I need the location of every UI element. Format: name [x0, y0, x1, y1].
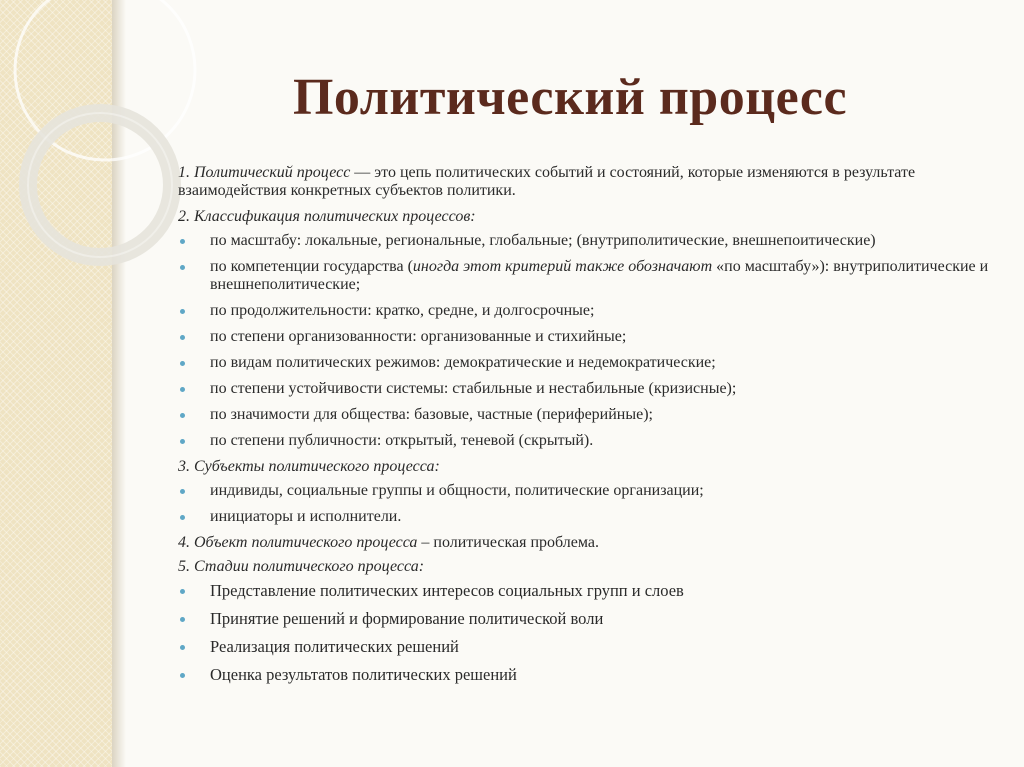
- subjects-heading: 3. Субъекты политического процесса:: [178, 458, 440, 475]
- bullet-dot-icon: [180, 239, 185, 244]
- list-item: индивиды, социальные группы и общности, политические организации;: [178, 482, 998, 500]
- bullet-dot-icon: [180, 361, 185, 366]
- classification-heading: 2. Классификация политических процессов:: [178, 208, 476, 225]
- definition-paragraph: [178, 164, 998, 200]
- bullet-dot-icon: [180, 265, 185, 270]
- definition-text: — это цепь политических событий и состояний, которые изменяются в результате взаимодействия конкретных субъектов политики.: [178, 164, 916, 199]
- bullet-dot-icon: [180, 515, 185, 520]
- bullet-dot-icon: [180, 439, 185, 444]
- bullet-dot-icon: [180, 335, 185, 340]
- list-item: Оценка результатов политических решений: [178, 666, 998, 685]
- subjects-list: [178, 482, 998, 526]
- list-item: по значимости для общества: базовые, частные (периферийные);: [178, 406, 998, 424]
- list-item: по видам политических режимов: демократические и недемократические;: [178, 354, 998, 372]
- ring-circles-decoration: [0, 0, 200, 300]
- bullet-dot-icon: [180, 489, 185, 494]
- bullet-dot-icon: [180, 673, 185, 678]
- list-item: Реализация политических решений: [178, 638, 998, 657]
- bullet-dot-icon: [180, 309, 185, 314]
- list-item: по продолжительности: кратко, средне, и долгосрочные;: [178, 302, 998, 320]
- definition-term: 1. Политический процесс: [178, 164, 351, 181]
- stages-heading: 5. Стадии политического процесса:: [178, 558, 425, 575]
- bullet-dot-icon: [180, 645, 185, 650]
- slide-content: [178, 164, 998, 694]
- page-title: Политический процесс: [292, 69, 848, 126]
- object-text: – политическая проблема.: [417, 534, 599, 551]
- object-paragraph: [178, 534, 998, 552]
- bullet-dot-icon: [180, 589, 185, 594]
- list-item: Представление политических интересов социальных групп и слоев: [178, 582, 998, 601]
- list-item: Принятие решений и формирование политической воли: [178, 610, 998, 629]
- list-item: инициаторы и исполнители.: [178, 508, 998, 526]
- classification-list: [178, 232, 998, 450]
- stages-list: [178, 582, 998, 685]
- list-item: по степени публичности: открытый, теневой (скрытый).: [178, 432, 998, 450]
- list-item: по масштабу: локальные, региональные, глобальные; (внутриполитические, внешнепоитические): [178, 232, 998, 250]
- list-item: по степени организованности: организованные и стихийные;: [178, 328, 998, 346]
- object-heading: 4. Объект политического процесса: [178, 534, 418, 551]
- bullet-dot-icon: [180, 387, 185, 392]
- list-item: по степени устойчивости системы: стабильные и нестабильные (кризисные);: [178, 380, 998, 398]
- bullet-dot-icon: [180, 617, 185, 622]
- bullet-dot-icon: [180, 413, 185, 418]
- list-item: по компетенции государства (иногда этот критерий также обозначают «по масштабу»): внутриполитические и внешнеполитические;: [178, 258, 998, 294]
